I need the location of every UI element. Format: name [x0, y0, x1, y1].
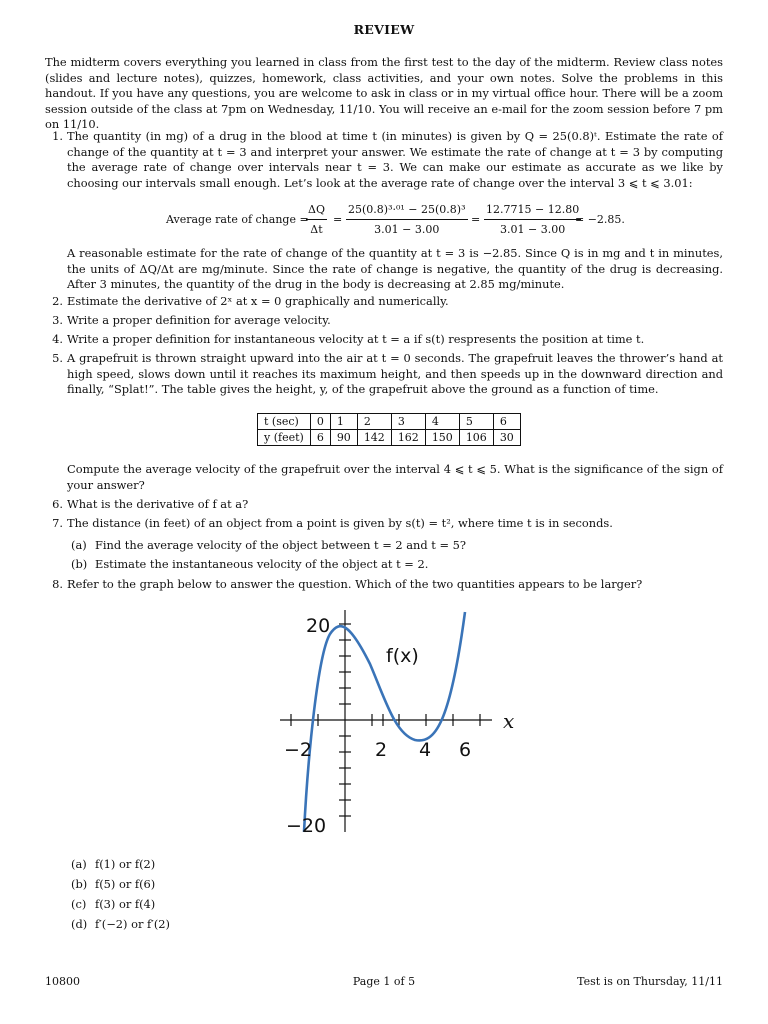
fraction-difference	[346, 202, 468, 237]
question-6	[45, 497, 723, 513]
y-tick-label-neg20: −20	[286, 815, 327, 837]
x-tick-label-6: 6	[459, 739, 472, 761]
equation-label: Average rate of change =	[166, 213, 309, 226]
option-label: (b)	[71, 877, 88, 891]
function-graph	[270, 604, 530, 844]
option-label: (a)	[71, 857, 87, 871]
footer-page-number: Page 1 of 5	[352, 975, 416, 988]
option-text: f(5) or f(6)	[95, 877, 156, 891]
fraction-numerator: 12.7715 − 12.80	[484, 202, 581, 220]
table-cell: 6	[493, 414, 520, 430]
table-cell: 1	[330, 414, 357, 430]
question-text: Write a proper definition for instantaneous velocity at t = a if s(t) respresents the position at time t.	[67, 332, 645, 346]
table-row	[258, 414, 521, 430]
fraction-denominator: 3.01 − 3.00	[374, 222, 440, 236]
fraction-delta	[306, 202, 327, 237]
footer-course-number: 10800	[45, 975, 80, 988]
y-tick-label-20: 20	[306, 615, 331, 637]
page-title: REVIEW	[353, 22, 415, 37]
question-number: 4.	[52, 332, 63, 346]
question-8a	[67, 857, 707, 873]
question-number: 5.	[52, 351, 63, 365]
question-text: Refer to the graph below to answer the question. Which of the two quantities appears to be larger?	[67, 577, 643, 591]
question-text: Estimate the derivative of 2ˣ at x = 0 graphically and numerically.	[67, 294, 449, 308]
table-cell: 142	[357, 430, 391, 446]
question-8	[45, 577, 723, 593]
question-8d	[67, 917, 707, 933]
question-text: The distance (in feet) of an object from a point is given by s(t) = t², where time t is in seconds.	[67, 516, 613, 530]
question-1-interpretation: A reasonable estimate for the rate of change of the quantity at t = 3 is −2.85. Since Q is in mg and t in minutes, the units of ΔQ/Δt are mg/minute. Since the rate of change is negative, the quantity of the drug is decreasing. After 3 minutes, the quantity of the drug in the body is decreasing at 2.85 mg/minute.	[67, 246, 723, 291]
table-cell: 2	[357, 414, 391, 430]
table-row	[258, 430, 521, 446]
fraction-denominator: Δt	[310, 222, 323, 236]
question-4	[45, 332, 723, 348]
question-number: 7.	[52, 516, 63, 530]
table-row-header: y (feet)	[258, 430, 311, 446]
fraction-numerator: 25(0.8)³·⁰¹ − 25(0.8)³	[346, 202, 468, 220]
table-cell: 90	[330, 430, 357, 446]
question-number: 6.	[52, 497, 63, 511]
table-cell: 4	[425, 414, 459, 430]
question-number: 3.	[52, 313, 63, 327]
table-cell: 3	[391, 414, 425, 430]
table-cell: 0	[310, 414, 330, 430]
subquestion-label: (b)	[71, 557, 88, 571]
subquestion-label: (a)	[71, 538, 87, 552]
table-cell: 30	[493, 430, 520, 446]
option-text: f(1) or f(2)	[95, 857, 156, 871]
x-tick-label-4: 4	[419, 739, 432, 761]
x-axis-label: x	[503, 709, 515, 733]
equals-sign: =	[471, 213, 481, 226]
equation-result: = −2.85.	[575, 213, 625, 226]
table-cell: 5	[459, 414, 493, 430]
grapefruit-height-table	[257, 413, 521, 446]
function-curve	[304, 612, 465, 832]
subquestion-text: Find the average velocity of the object between t = 2 and t = 5?	[95, 538, 467, 552]
question-number: 2.	[52, 294, 63, 308]
question-text: A grapefruit is thrown straight upward into the air at t = 0 seconds. The grapefruit leaves the thrower’s hand at high speed, slows down until it reaches its maximum height, and then speeds up in the downward direction and finally, “Splat!”. The table gives the height, y, of the grapefruit above the ground as a function of time.	[67, 351, 723, 396]
question-5-followup: Compute the average velocity of the grapefruit over the interval 4 ⩽ t ⩽ 5. What is the significance of the sign of your answer?	[67, 462, 723, 492]
table-row-header: t (sec)	[258, 414, 311, 430]
question-7a	[67, 538, 707, 554]
fraction-numerator: ΔQ	[306, 202, 327, 220]
table-cell: 106	[459, 430, 493, 446]
table-cell: 6	[310, 430, 330, 446]
question-8c	[67, 897, 707, 913]
footer-test-date: Test is on Thursday, 11/11	[577, 975, 723, 988]
intro-paragraph: The midterm covers everything you learned in class from the first test to the day of the midterm. Review class notes (slides and lecture notes), quizzes, homework, class activities, and your own notes. Solve the problems in this handout. If you have any questions, you are welcome to ask in class or in my virtual office hour. There will be a zoom session outside of the class at 7pm on Wednesday, 11/10. You will receive an e-mail for the zoom session before 7 pm on 11/10.	[45, 55, 723, 131]
x-tick-label-2: 2	[375, 739, 388, 761]
question-text: Write a proper definition for average velocity.	[67, 313, 331, 327]
option-label: (d)	[71, 917, 88, 931]
option-label: (c)	[71, 897, 87, 911]
fraction-denominator: 3.01 − 3.00	[500, 222, 566, 236]
question-number: 8.	[52, 577, 63, 591]
question-text: The quantity (in mg) of a drug in the blood at time t (in minutes) is given by Q = 25(0.8)ᵗ. Estimate the rate of change of the quantity at t = 3 and interpret your answer. We estimate the rate of change at t = 3 by computing the average rate of change over intervals near t = 3. We can make our estimate as accurate as we like by choosing our intervals small enough. Let’s look at the average rate of change over the interval 3 ⩽ t ⩽ 3.01:	[67, 129, 723, 190]
option-text: f(3) or f(4)	[95, 897, 156, 911]
question-1	[45, 129, 723, 191]
table-cell: 162	[391, 430, 425, 446]
question-7	[45, 516, 723, 532]
question-2	[45, 294, 723, 310]
table-cell: 150	[425, 430, 459, 446]
question-3	[45, 313, 723, 329]
x-tick-label-neg2: −2	[284, 739, 313, 761]
fraction-numeric	[484, 202, 581, 237]
question-number: 1.	[52, 129, 63, 143]
question-7b	[67, 557, 707, 573]
option-text: f′(−2) or f′(2)	[95, 917, 170, 931]
curve-label: f(x)	[386, 645, 419, 667]
rate-of-change-equation	[166, 202, 636, 238]
equals-sign: =	[333, 213, 343, 226]
question-5	[45, 351, 723, 398]
question-8b	[67, 877, 707, 893]
question-text: What is the derivative of f at a?	[67, 497, 249, 511]
subquestion-text: Estimate the instantaneous velocity of the object at t = 2.	[95, 557, 429, 571]
